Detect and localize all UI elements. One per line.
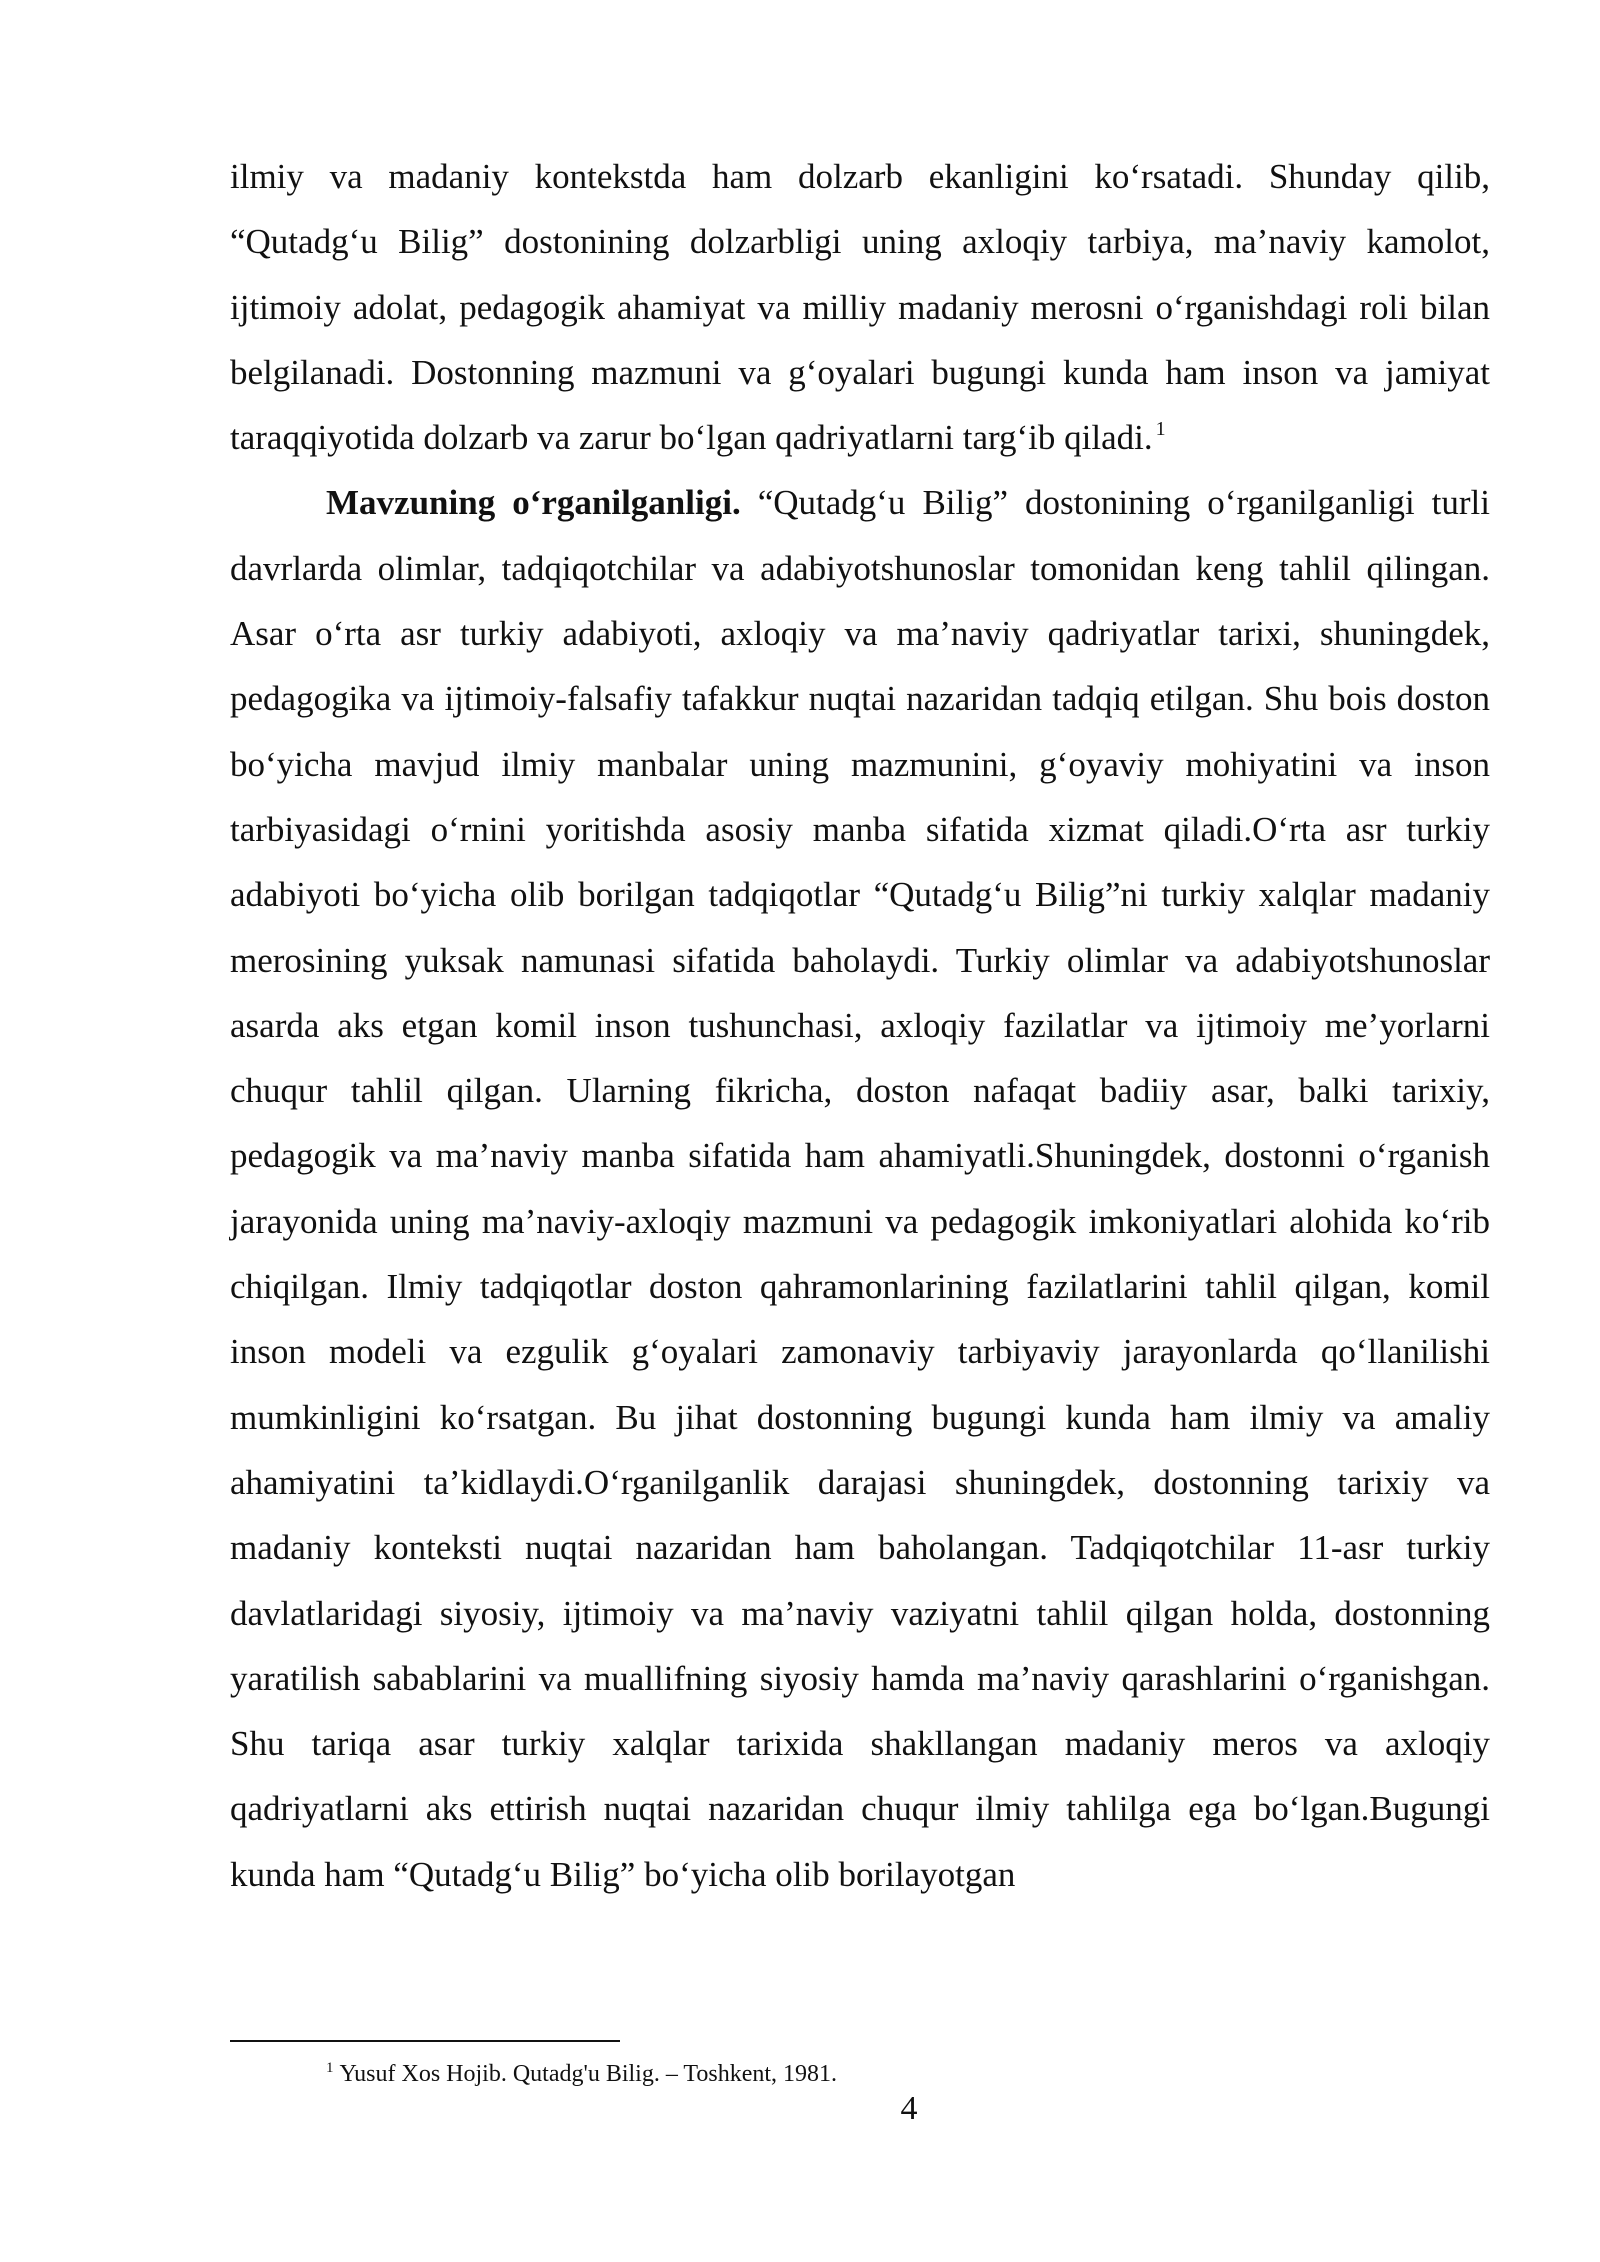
paragraph-1 bbox=[230, 144, 1490, 470]
footnote-reference[interactable]: 1 bbox=[1155, 418, 1166, 441]
footnote-number: 1 bbox=[326, 2060, 334, 2076]
section-heading: Mavzuning o‘rganilganligi. bbox=[326, 483, 741, 523]
page-number: 4 bbox=[900, 2090, 918, 2127]
footnote-separator bbox=[230, 2040, 620, 2042]
footnote-text: Yusuf Xos Hojib. Qutadg'u Bilig. – Toshkent, 1981. bbox=[339, 2061, 838, 2087]
paragraph-1-text: ilmiy va madaniy kontekstda ham dolzarb ekanligini ko‘rsatadi. Shunday qilib, “Qutadg‘u Bilig” dostonining dolzarbligi uning axloqiy tarbiya, ma’naviy kamolot, ijtimoiy adolat, pedagogik ahamiyat va milliy madaniy merosni o‘rganishdagi roli bilan belgilanadi. Dostonning mazmuni va g‘oyalari bugungi kunda ham inson va jamiyat taraqqiyotida dolzarb va zarur bo‘lgan qadriyatlarni targ‘ib qiladi. bbox=[230, 157, 1490, 458]
paragraph-2-text: “Qutadg‘u Bilig” dostonining o‘rganilganligi turli davrlarda olimlar, tadqiqotchilar va adabiyotshunoslar tomonidan keng tahlil qilingan. Asar o‘rta asr turkiy adabiyoti, axloqiy va ma’naviy qadriyatlar tarixi, shuningdek, pedagogika va ijtimoiy-falsafiy tafakkur nuqtai nazaridan tadqiq etilgan. Shu bois doston bo‘yicha mavjud ilmiy manbalar uning mazmunini, g‘oyaviy mohiyatini va inson tarbiyasidagi o‘rnini yoritishda asosiy manba sifatida xizmat qiladi.O‘rta asr turkiy adabiyoti bo‘yicha olib borilgan tadqiqotlar “Qutadg‘u Bilig”ni turkiy xalqlar madaniy merosining yuksak namunasi sifatida baholaydi. Turkiy olimlar va adabiyotshunoslar asarda aks etgan komil inson tushunchasi, axloqiy fazilatlar va ijtimoiy me’yorlarni chuqur tahlil qilgan. Ularning fikricha, doston nafaqat badiiy asar, balki tarixiy, pedagogik va ma’naviy manba sifatida ham ahamiyatli.Shuningdek, dostonni o‘rganish jarayonida uning ma’naviy-axloqiy mazmuni va pedagogik imkoniyatlari alohida ko‘rib chiqilgan. Ilmiy tadqiqotlar doston qahramonlarining fazilatlarini tahlil qilgan, komil inson modeli va ezgulik g‘oyalari zamonaviy tarbiyaviy jarayonlarda qo‘llanilishi mumkinligini ko‘rsatgan. Bu jihat dostonning bugungi kunda ham ilmiy va amaliy ahamiyatini ta’kidlaydi.O‘rganilganlik darajasi shuningdek, dostonning tarixiy va madaniy konteksti nuqtai nazaridan ham baholangan. Tadqiqotchilar 11-asr turkiy davlatlaridagi siyosiy, ijtimoiy va ma’naviy vaziyatni tahlil qilgan holda, dostonning yaratilish sabablarini va muallifning siyosiy hamda ma’naviy qarashlarini o‘rganishgan. Shu tariqa asar turkiy xalqlar tarixida shakllangan madaniy meros va axloqiy qadriyatlarni aks ettirish nuqtai nazaridan chuqur ilmiy tahlilga ega bo‘lgan.Bugungi kunda ham “Qutadg‘u Bilig” bo‘yicha olib borilayotgan bbox=[230, 483, 1491, 1894]
body-text bbox=[230, 144, 1490, 1907]
paragraph-2 bbox=[230, 470, 1490, 1907]
